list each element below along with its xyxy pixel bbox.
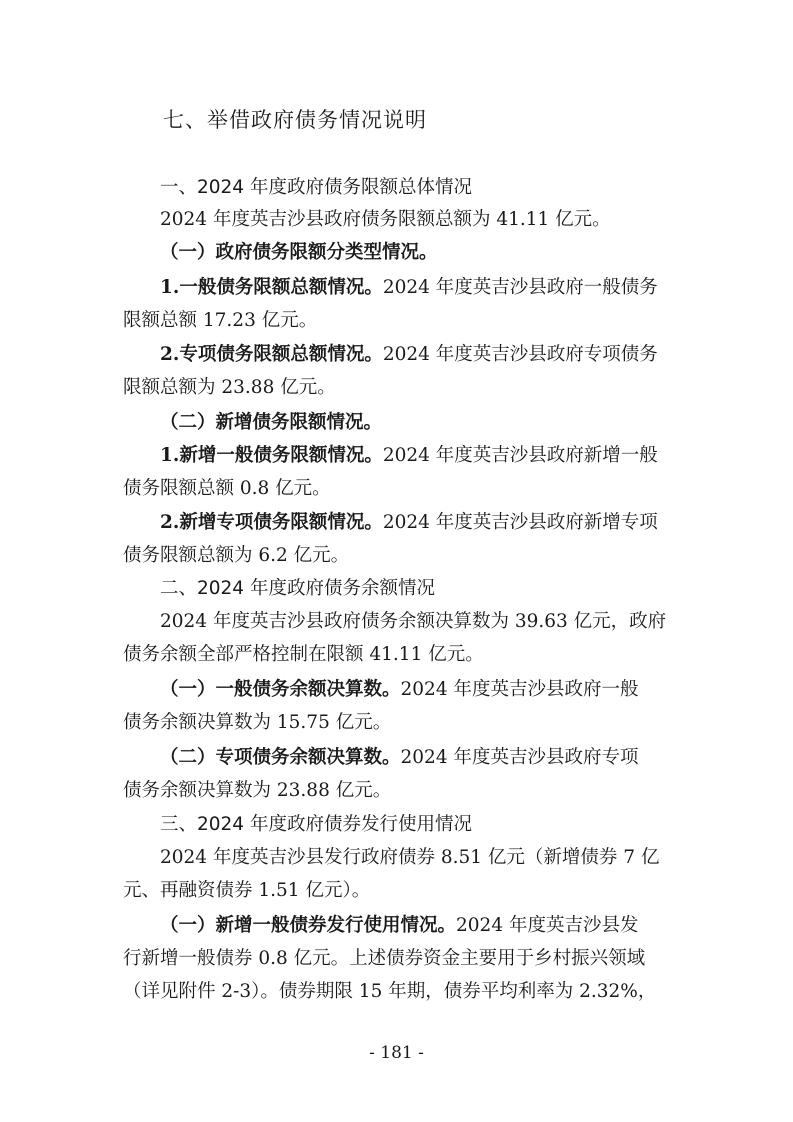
bold-heading-text: （二）专项债务余额决算数。 <box>160 747 401 768</box>
text-line <box>123 375 673 401</box>
text-run: （详见附件 2-3）。债券期限 15 年期，债券平均利率为 2.32%， <box>123 981 657 1002</box>
text-line <box>123 710 673 736</box>
text-line <box>160 510 673 536</box>
text-run: 2024 年度英吉沙县政府债务限额总额为 41.11 亿元。 <box>160 209 611 230</box>
text-line <box>160 175 673 201</box>
text-line <box>160 576 673 602</box>
text-line <box>160 240 673 266</box>
text-line <box>160 845 673 871</box>
text-line <box>123 979 673 1005</box>
text-run: 二、2024 年度政府债务余额情况 <box>160 578 435 599</box>
text-run: 三、2024 年度政府债券发行使用情况 <box>160 814 472 835</box>
text-run: 债务限额总额 0.8 亿元。 <box>123 478 331 499</box>
text-run: 限额总额为 23.88 亿元。 <box>123 377 336 398</box>
text-run: 2024 年度英吉沙县发行政府债券 8.51 亿元（新增债券 7 亿 <box>160 847 660 868</box>
bold-heading-text: 2.专项债务限额总额情况。 <box>160 344 383 365</box>
text-line <box>160 443 673 469</box>
text-run: 限额总额 17.23 亿元。 <box>123 310 318 331</box>
bold-heading-text: 1.新增一般债务限额情况。 <box>160 445 383 466</box>
text-run: 行新增一般债券 0.8 亿元。上述债券资金主要用于乡村振兴领域 <box>123 948 646 969</box>
text-run: 债务余额全部严格控制在限额 41.11 亿元。 <box>123 644 484 665</box>
text-run: 债务余额决算数为 23.88 亿元。 <box>123 780 392 801</box>
section-title: 七、举借政府债务情况说明 <box>163 108 427 132</box>
bold-heading-text: （一）新增一般债券发行使用情况。 <box>160 915 457 936</box>
text-line <box>123 878 673 904</box>
text-run: 2024 年度英吉沙县政府一般 <box>400 679 639 700</box>
text-line <box>123 543 673 569</box>
bold-heading-text: （二）新增债务限额情况。 <box>160 412 383 433</box>
text-line <box>123 642 673 668</box>
text-line <box>123 778 673 804</box>
bold-heading-text: 2.新增专项债务限额情况。 <box>160 512 383 533</box>
text-run: 2024 年度英吉沙县政府新增专项 <box>382 512 658 533</box>
bold-heading-text: （一）政府债务限额分类型情况。 <box>160 242 438 263</box>
text-run: 2024 年度英吉沙县政府专项 <box>400 747 639 768</box>
text-line <box>160 275 673 301</box>
text-run: 债务限额总额为 6.2 亿元。 <box>123 545 350 566</box>
page-number: - 181 - <box>369 1043 424 1063</box>
text-line <box>160 745 673 771</box>
text-line <box>123 946 673 972</box>
text-line <box>160 913 673 939</box>
text-run: 2024 年度英吉沙县发 <box>456 915 639 936</box>
text-run: 一、2024 年度政府债务限额总体情况 <box>160 177 472 198</box>
text-run: 2024 年度英吉沙县政府债务余额决算数为 39.63 亿元，政府 <box>160 611 667 632</box>
text-run: 元、再融资债券 1.51 亿元）。 <box>123 880 371 901</box>
text-line <box>160 609 673 635</box>
text-line <box>160 812 673 838</box>
bold-heading-text: （一）一般债务余额决算数。 <box>160 679 401 700</box>
text-line <box>123 308 673 334</box>
text-run: 2024 年度英吉沙县政府一般债务 <box>382 277 658 298</box>
text-line <box>160 410 673 436</box>
text-line <box>160 342 673 368</box>
text-line <box>123 476 673 502</box>
text-line <box>160 677 673 703</box>
text-run: 2024 年度英吉沙县政府新增一般 <box>382 445 658 466</box>
bold-heading-text: 1.一般债务限额总额情况。 <box>160 277 383 298</box>
text-line <box>160 207 673 233</box>
text-run: 债务余额决算数为 15.75 亿元。 <box>123 712 392 733</box>
text-run: 2024 年度英吉沙县政府专项债务 <box>382 344 658 365</box>
